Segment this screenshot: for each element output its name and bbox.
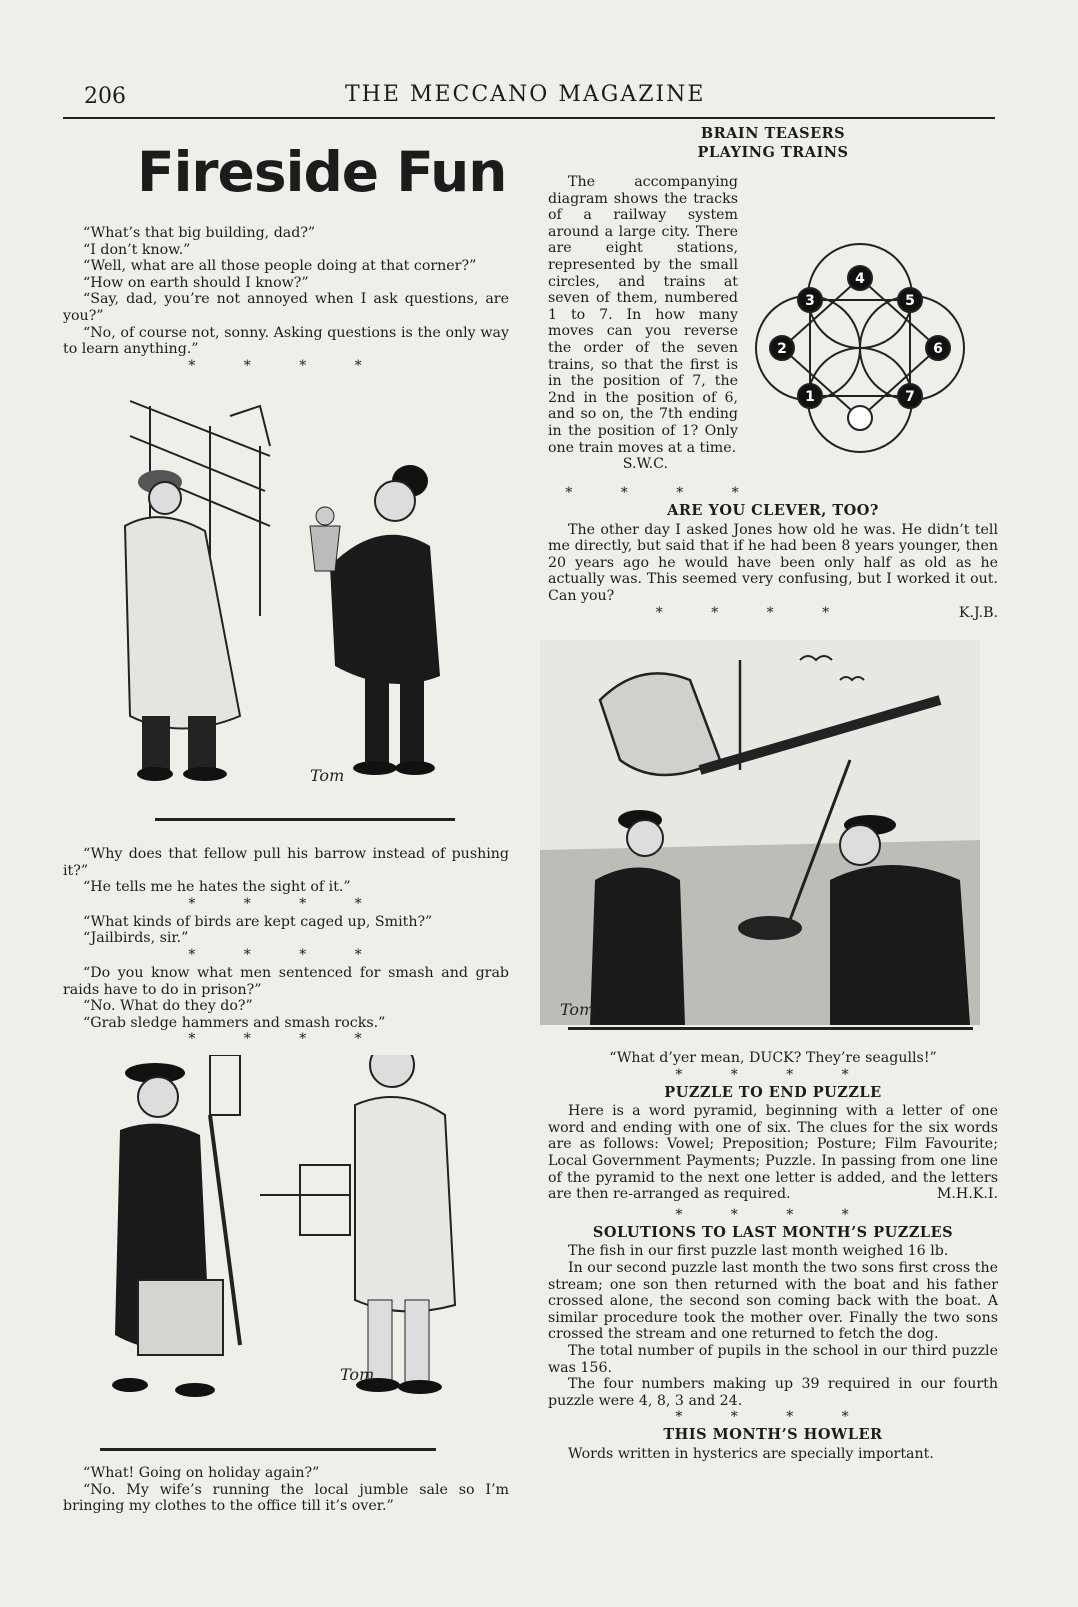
- cartoon-seagulls-illustration: [540, 640, 980, 1025]
- track-chord: [782, 278, 860, 348]
- playing-trains-text: The accompanying diagram shows the tracks of a railway system around a large city. There are eight stations, represented by the small circles, and trains at seven of them, numbered 1 to 7. In how many moves can you reverse the order of the seven trains, so that the first is in the position of 7, the 2nd in the position of 6, and so on, the 7th ending in the position of 1? Only one train moves at a time.: [548, 174, 738, 456]
- station-label: 1: [805, 389, 815, 405]
- author-credit: S.W.C.: [622, 456, 668, 473]
- separator-stars: * * * *: [188, 895, 384, 912]
- cartoon-signature: Tom: [340, 1365, 375, 1384]
- separator-stars: * * * *: [565, 485, 761, 501]
- cartoon-rule: [100, 1448, 436, 1451]
- track-chord: [860, 278, 938, 348]
- separator-stars: * * * *: [675, 1066, 871, 1083]
- cartoon-scaffold-drawing: [110, 396, 460, 816]
- track-loop: [808, 348, 912, 452]
- office-background: [210, 1055, 350, 1235]
- caption-line: “No. My wife’s running the local jumble sale so I’m bringing my clothes to the office till it’s over.”: [63, 1481, 509, 1515]
- station-label: 2: [777, 341, 787, 357]
- joke-line: “Well, what are all those people doing at that corner?”: [83, 258, 477, 275]
- caption-block: [63, 1465, 509, 1515]
- clever-footer: [548, 605, 998, 623]
- track-chord: [782, 348, 860, 418]
- howler-text: Words written in hysterics are specially important.: [568, 1445, 934, 1462]
- section-title: BRAIN TEASERS: [700, 125, 846, 142]
- separator-stars: * * * *: [188, 946, 384, 963]
- station-7: [898, 384, 922, 408]
- station-label: 5: [905, 293, 915, 309]
- caption-line: “What! Going on holiday again?”: [83, 1465, 320, 1481]
- station-5: [898, 288, 922, 312]
- joke-line: “What’s that big building, dad?”: [83, 225, 316, 241]
- station-label: 4: [855, 271, 865, 287]
- cartoon-signature: Tom: [310, 766, 345, 785]
- joke-line: “No. What do they do?”: [83, 998, 253, 1015]
- cartoon-rule: [568, 1027, 973, 1030]
- solution-paragraph: In our second puzzle last month the two sons first cross the stream; one son then returned with the boat and his father crossed alone, the second son coming back with the boat. A similar procedure took the mother over. Finally the two sons crossed the stream and one returned to fetch the dog.: [548, 1259, 998, 1343]
- man-with-umbrella: [112, 1063, 240, 1397]
- cartoon-caption: “What d’yer mean, DUCK? They’re seagulls!”: [609, 1050, 937, 1066]
- track-loop: [808, 244, 912, 348]
- page-title: Fireside Fun: [137, 140, 507, 204]
- station-6: [926, 336, 950, 360]
- cartoon-office-drawing: [100, 1055, 490, 1440]
- solution-paragraph: The total number of pupils in the school in our third puzzle was 156.: [548, 1342, 998, 1376]
- railway-diagram: [742, 226, 980, 466]
- separator-stars: * * * *: [675, 1206, 871, 1223]
- brain-teasers-header: [548, 124, 998, 163]
- page-number: 206: [84, 84, 126, 109]
- track-chord: [860, 348, 938, 418]
- pyramid-text: [548, 1103, 998, 1203]
- joke-line: “Say, dad, you’re not annoyed when I ask questions, are you?”: [63, 291, 509, 324]
- cartoon-scaffold-illustration: [110, 396, 460, 816]
- howler-heading: THIS MONTH’S HOWLER: [663, 1426, 883, 1444]
- solutions-heading: SOLUTIONS TO LAST MONTH’S PUZZLES: [592, 1223, 954, 1241]
- playing-trains-heading: PLAYING TRAINS: [697, 143, 849, 161]
- railway-diagram-svg: [742, 226, 980, 466]
- solution-paragraph: The fish in our first puzzle last month weighed 16 lb.: [568, 1243, 949, 1260]
- pyramid-body: Here is a word pyramid, beginning with a letter of one word and ending with one of six. The clues for the six words are as follows: Vowel; Preposition; Posture; Film Favourite; Local Government Payments; Puzzle. In passing from one line of the pyramid to the next one letter is added, and the letters are then re-arranged as required.: [548, 1103, 998, 1203]
- joke-line: “Grab sledge hammers and smash rocks.”: [83, 1014, 386, 1031]
- joke-line: “I don’t know.”: [83, 241, 191, 258]
- author-credit: K.J.B.: [958, 605, 998, 622]
- station-label: 3: [805, 293, 815, 309]
- cartoon-rule: [155, 818, 455, 821]
- separator-stars: * * * *: [188, 357, 384, 374]
- man-in-suit: [355, 1055, 455, 1394]
- joke-line: “Do you know what men sentenced for smash and grab raids have to do in prison?”: [63, 964, 509, 998]
- station-label: 7: [905, 389, 915, 405]
- man-left: [125, 470, 240, 781]
- station-3: [798, 288, 822, 312]
- magazine-title: THE MECCANO MAGAZINE: [345, 82, 706, 107]
- separator-stars: * * * *: [675, 1409, 871, 1426]
- joke-line: “How on earth should I know?”: [83, 274, 309, 291]
- station-2: [770, 336, 794, 360]
- station-1: [798, 384, 822, 408]
- joke-line: “What kinds of birds are kept caged up, Smith?”: [83, 913, 433, 930]
- station-label: 6: [933, 341, 943, 357]
- joke-block-1: [63, 225, 509, 376]
- clever-section: [548, 485, 998, 623]
- joke-line: “No, of course not, sonny. Asking questions is the only way to learn anything.”: [63, 324, 509, 358]
- joke-block-2: [63, 846, 509, 1049]
- worker-on-scaffold: [310, 507, 340, 571]
- cartoon-signature: Tom: [560, 1000, 595, 1019]
- author-credit: M.H.K.I.: [936, 1186, 998, 1203]
- man-right: [330, 465, 440, 775]
- joke-line: “Why does that fellow pull his barrow instead of pushing it?”: [63, 846, 509, 879]
- joke-line: “He tells me he hates the sight of it.”: [83, 879, 351, 896]
- station-4: [848, 266, 872, 290]
- clever-text: The other day I asked Jones how old he was. He didn’t tell me directly, but said that if he had been 8 years younger, then 20 years ago he would have been only half as old as he actually was. This seemed very confusing, but I worked it out. Can you?: [548, 521, 998, 604]
- separator-stars: * * * *: [188, 1031, 384, 1048]
- clever-heading: ARE YOU CLEVER, TOO?: [667, 502, 879, 519]
- pyramid-heading: PUZZLE TO END PUZZLE: [664, 1083, 882, 1101]
- station-empty: [848, 406, 872, 430]
- solution-paragraph: The four numbers making up 39 required in our fourth puzzle were 4, 8, 3 and 24.: [548, 1376, 998, 1409]
- cartoon-office-illustration: [100, 1055, 490, 1440]
- joke-line: “Jailbirds, sir.”: [83, 930, 189, 947]
- cartoon-seagulls-drawing: [540, 640, 980, 1025]
- separator-stars: * * * *: [655, 604, 852, 621]
- puzzles-section: [548, 1050, 998, 1462]
- header-rule: [63, 117, 995, 119]
